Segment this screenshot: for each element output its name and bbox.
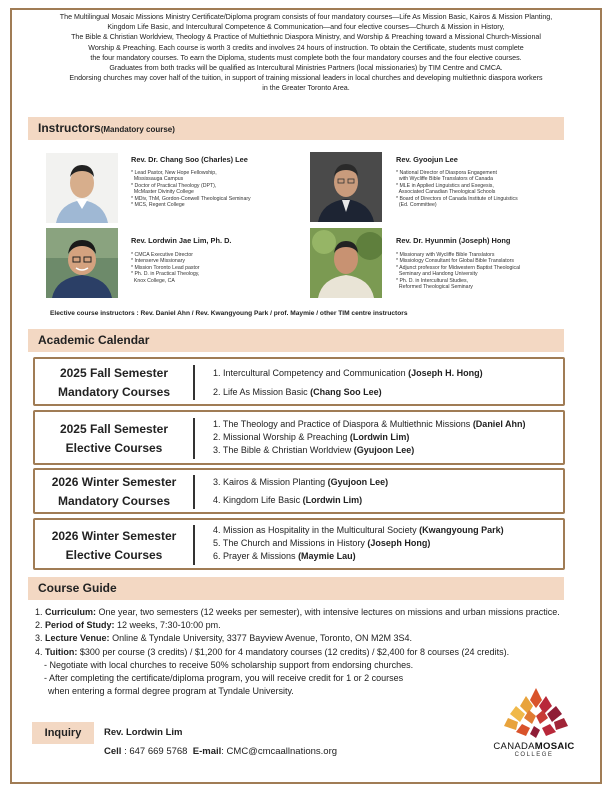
guide-item (35, 619, 560, 632)
credential-line: * MLE in Applied Linguistics and Exegesis, (396, 182, 494, 189)
course-item (213, 476, 388, 489)
course-number: 2. (213, 387, 221, 397)
instructor-photo-charles-lee (46, 153, 118, 223)
instructor-credentials (396, 170, 518, 208)
course-type: Elective Courses (65, 441, 163, 455)
credential-line: * CMCA Executive Director (131, 252, 193, 258)
instructor-name: Rev. Gyoojun Lee (396, 155, 458, 164)
course-item (213, 494, 388, 507)
instructors-heading-note: (Mandatory course) (100, 125, 175, 134)
calendar-divider (193, 475, 195, 509)
credential-line: * Doctor of Practical Theology (DPT), (131, 182, 217, 189)
course-instructor: (Lordwin Lim) (302, 495, 363, 505)
course-title: Mission as Hospitality in the Multicultural Society (223, 525, 420, 535)
course-type: Elective Courses (65, 548, 163, 562)
course-number: 2. (213, 432, 221, 442)
course-instructor: (Gyujoon Lee) (327, 477, 389, 487)
calendar-divider (193, 365, 195, 400)
course-item (213, 418, 525, 431)
credential-line: with Wycliffe Bible Translators of Canada (396, 176, 494, 183)
credential-line: * Board of Directors of Canada Institute of Linguistics (396, 195, 518, 202)
calendar-block-winter-mandatory (33, 468, 565, 514)
calendar-heading (28, 329, 564, 352)
course-list (213, 476, 388, 507)
credential-line: * Lead Pastor, New Hope Fellowship, (131, 170, 217, 176)
guide-number: 1. (35, 607, 43, 617)
guide-subnote: when entering a formal degree program at Tyndale University. (48, 686, 294, 697)
course-item (213, 431, 525, 444)
intro-line: The Multilingual Mosaic Missions Ministry Certificate/Diploma program consists of four mandatory courses—Life As Mission Basic, Kairos & Mission Planting, (59, 13, 553, 21)
instructor-name: Rev. Lordwin Jae Lim, Ph. D. (131, 236, 232, 245)
guide-text: One year, two semesters (12 weeks per semester), with intensive lectures on missions and urban missions practice. (96, 607, 560, 617)
credential-line: * Missionary with Wycliffe Bible Translators (396, 252, 495, 258)
course-instructor: (Lordwin Lim) (349, 432, 410, 442)
intro-line: Endorsing churches may cover half of the tuition, in support of training missional leaders in local churches and developing multiethnic diaspora workers (69, 74, 543, 83)
inquiry-label: Inquiry (32, 722, 94, 744)
logo-word-mosaic: MOSAIC (534, 741, 575, 752)
course-instructor: (Kwangyoung Park) (419, 525, 504, 535)
intro-line: in the Greater Toronto Area. (262, 84, 350, 93)
credential-line: Seminary and Handong University (396, 271, 478, 278)
guide-number: 2. (35, 620, 43, 631)
guide-text: 12 weeks, 7:30-10:00 pm. (114, 620, 221, 631)
course-title: Prayer & Missions (223, 551, 299, 561)
intro-line: The Bible & Christian Worldview, Theology & Practice of Multiethnic Diaspora Ministry, and Worship & Preaching toward a Missional Church-Missional (71, 33, 541, 42)
course-instructor: (Gyujoon Lee) (353, 445, 415, 455)
course-title: The Bible & Christian Worldview (222, 445, 354, 455)
instructors-heading-text: Instructors (38, 121, 101, 135)
calendar-divider (193, 418, 195, 459)
guide-number: 4. (35, 646, 43, 657)
credential-line: Reformed Theological Seminary (396, 284, 473, 291)
intro-line: Graduates from both tracks will be qualified as Intercultural Ministries Partners (local missionaries) by TIM Centre and CMCA. (109, 64, 503, 73)
instructor-name: Rev. Dr. Hyunmin (Joseph) Hong (396, 236, 511, 245)
course-list (213, 367, 483, 399)
credential-line: * Missiology Consultant for Global Bible Translators (396, 258, 514, 265)
instructor-photo-gyoojun-lee (310, 152, 382, 222)
course-number: 3. (213, 445, 221, 455)
guide-item (35, 632, 560, 645)
intro-paragraph (16, 12, 596, 94)
semester-title (35, 364, 193, 402)
course-title: Life As Mission Basic (223, 387, 311, 397)
email-address[interactable]: : CMC@cmcaallnations.org (221, 746, 338, 757)
email-label: E-mail (192, 746, 222, 757)
course-title: Intercultural Competency and Communication (223, 368, 409, 378)
guide-label: Curriculum: (45, 607, 97, 617)
course-number: 1. (213, 419, 221, 429)
instructors-heading (28, 117, 564, 140)
semester-name: 2026 Winter Semester (51, 475, 177, 489)
guide-item (35, 646, 560, 659)
course-number: 3. (213, 477, 221, 487)
course-item (213, 550, 504, 563)
credential-line: * Mission Toronto Lead pastor (131, 264, 200, 271)
course-number: 4. (213, 525, 221, 535)
guide-label: Tuition: (45, 646, 78, 657)
semester-title (35, 527, 193, 565)
semester-title (35, 473, 193, 511)
guide-item (35, 606, 560, 619)
logo-wordmark (474, 741, 594, 752)
calendar-block-fall-mandatory (33, 357, 565, 406)
guide-text: $300 per course (3 credits) / $1,200 for 4 mandatory courses (12 credits) / $2,400 for 8 courses (24 credits). (77, 646, 510, 657)
credential-line: Mississauga Campus (131, 176, 184, 183)
instructor-photo-joseph-hong (310, 228, 382, 298)
instructor-credentials (131, 170, 251, 208)
inquiry-contact-name: Rev. Lordwin Lim (104, 727, 183, 738)
guide-heading (28, 577, 564, 600)
course-guide-list (35, 606, 560, 698)
guide-text: Online & Tyndale University, 3377 Bayview Avenue, Toronto, ON M2M 3S4. (109, 633, 413, 644)
guide-label: Period of Study: (45, 620, 115, 631)
credential-line: McMaster Divinity College (131, 189, 194, 196)
course-item (213, 444, 525, 457)
credential-line: * Ph. D. in Intercultural Studies, (396, 277, 469, 284)
instructor-photo-lordwin-lim (46, 228, 118, 298)
elective-instructors-note: Elective course instructors : Rev. Daniel Ahn / Rev. Kwangyoung Park / prof. Maymie / other TIM centre instructors (50, 310, 408, 317)
course-title: The Theology and Practice of Diaspora & Multiethnic Missions (222, 419, 473, 429)
credential-line: Knox College, CA (131, 277, 175, 284)
instructor-credentials (131, 252, 200, 284)
course-list (213, 524, 504, 563)
guide-subnote: - After completing the certificate/diploma program, you will receive credit for 1 or 2 courses (44, 673, 404, 684)
intro-line: the four mandatory courses. To earn the Diploma, students must complete both the four mandatory courses and the four elective courses. (90, 53, 522, 62)
course-instructor: (Daniel Ahn) (472, 419, 526, 429)
course-title: Kairos & Mission Planting (223, 477, 328, 487)
calendar-heading-text: Academic Calendar (38, 333, 150, 347)
cell-number[interactable]: : 647 669 5768 (121, 746, 193, 757)
course-item (213, 386, 483, 399)
course-title: The Church and Missions in History (222, 538, 368, 548)
course-item (213, 524, 504, 537)
course-title: Missional Worship & Preaching (223, 432, 350, 442)
guide-label: Lecture Venue: (45, 633, 110, 644)
course-item (213, 367, 483, 380)
calendar-divider (193, 525, 195, 565)
instructor-name: Rev. Dr. Chang Soo (Charles) Lee (131, 155, 248, 164)
credential-line: * Intenserve Missionary (131, 258, 185, 265)
course-number: 4. (213, 495, 221, 505)
course-number: 1. (213, 368, 221, 378)
course-type: Mandatory Courses (57, 385, 171, 399)
credential-line: Associated Canadian Theological Schools (396, 189, 496, 196)
semester-name: 2026 Winter Semester (51, 529, 177, 543)
course-instructor: (Chang Soo Lee) (310, 387, 382, 397)
course-instructor: (Joseph Hong) (367, 538, 431, 548)
intro-line: Worship & Preaching. Each course is worth 3 credits and involves 24 hours of instruction. To obtain the Certificate, students must complete (88, 43, 524, 52)
guide-number: 3. (35, 633, 43, 644)
credential-line: * MDiv, ThM, Gordon-Conwell Theological Seminary (131, 195, 251, 202)
semester-name: 2025 Fall Semester (59, 366, 169, 380)
semester-name: 2025 Fall Semester (59, 422, 169, 436)
course-type: Mandatory Courses (57, 494, 171, 508)
credential-line: (Ed. Committee) (396, 202, 437, 209)
course-number: 5. (213, 538, 221, 548)
canada-mosaic-college-logo-icon (496, 686, 576, 740)
course-list (213, 418, 525, 457)
calendar-block-winter-elective (33, 518, 565, 570)
credential-line: * MCS, Regent College (131, 202, 185, 209)
cell-label: Cell (104, 746, 122, 757)
course-item (213, 537, 504, 550)
logo-subtitle: COLLEGE (514, 752, 554, 758)
course-instructor: (Joseph H. Hong) (408, 368, 483, 378)
course-instructor: (Maymie Lau) (298, 551, 356, 561)
calendar-block-fall-elective (33, 410, 565, 465)
logo-word-canada: CANADA (493, 741, 535, 752)
guide-subnote: - Negotiate with local churches to receive 50% scholarship support from endorsing churches. (44, 659, 414, 670)
instructor-credentials (396, 252, 520, 290)
semester-title (35, 420, 193, 458)
credential-line: * National Director of Diaspora Engagement (396, 170, 497, 176)
course-title: Kingdom Life Basic (223, 495, 303, 505)
inquiry-contact-details (104, 746, 337, 757)
credential-line: * Ph. D. in Practical Theology, (131, 271, 200, 278)
guide-heading-text: Course Guide (38, 581, 117, 595)
course-number: 6. (213, 551, 221, 561)
intro-line: Kingdom Life Basic, and Intercultural Competence & Communication—and four elective courses—Church & Mission in History, (107, 23, 505, 32)
credential-line: * Adjunct professor for Midwestern Baptist Theological (396, 264, 521, 271)
